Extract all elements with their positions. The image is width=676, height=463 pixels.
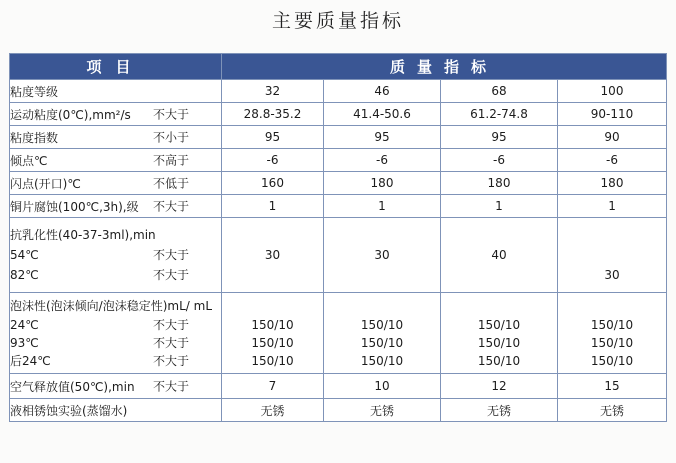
cell: 90: [558, 126, 667, 149]
cell: 1: [222, 195, 324, 218]
condition-text: 不低于: [153, 176, 190, 191]
label-line: [10, 316, 221, 334]
label-line: [10, 296, 221, 316]
cell: 95: [441, 126, 558, 149]
condition-text: 不大于: [153, 336, 190, 350]
row-rust: [10, 399, 667, 422]
value-24: 150/10: [360, 318, 404, 332]
value-54: 30: [374, 248, 390, 262]
row-demulsibility: [10, 218, 667, 293]
condition-text: 不大于: [153, 199, 190, 214]
label-line: [10, 334, 221, 352]
label-line: [10, 265, 221, 285]
label-text: 铜片腐蚀(100℃,3h),级: [10, 199, 139, 214]
sub-label: 后24℃: [10, 354, 51, 368]
cell: 无锈: [222, 399, 324, 422]
quality-spec-table: [9, 53, 667, 422]
value-93: 150/10: [477, 336, 521, 350]
label-text: 倾点℃: [10, 153, 48, 168]
value-24: 150/10: [477, 318, 521, 332]
value-93: 150/10: [590, 336, 634, 350]
row-label: [10, 126, 222, 149]
value-82: 30: [604, 268, 620, 282]
cell: 180: [324, 172, 441, 195]
cell: [441, 218, 558, 293]
sub-label: 24℃: [10, 318, 39, 332]
cell: [324, 293, 441, 374]
label-text: 粘度指数: [10, 130, 59, 145]
condition-text: 不大于: [153, 107, 190, 122]
header-item: 项目: [10, 54, 222, 80]
value-24b: 150/10: [590, 354, 634, 368]
cell: [222, 218, 324, 293]
cell: 180: [558, 172, 667, 195]
row-copper: [10, 195, 667, 218]
condition-text: 不小于: [153, 130, 190, 145]
row-label: [10, 399, 222, 422]
cell: -6: [222, 149, 324, 172]
label-text: 闪点(开口)℃: [10, 176, 81, 191]
cell: 1: [324, 195, 441, 218]
condition-text: 不大于: [153, 318, 190, 332]
row-label: [10, 218, 222, 293]
cell: 68: [441, 80, 558, 103]
label-text: 粘度等级: [10, 84, 59, 99]
row-flash: [10, 172, 667, 195]
condition-text: 不大于: [153, 354, 190, 368]
value-54: [558, 245, 666, 265]
cell: 10: [324, 374, 441, 399]
row-label: [10, 293, 222, 374]
value-82: [324, 265, 440, 285]
cell: 28.8-35.2: [222, 103, 324, 126]
row-label: [10, 172, 222, 195]
header-row: [10, 54, 667, 80]
condition-text: 不大于: [153, 268, 190, 282]
cell: 无锈: [441, 399, 558, 422]
cell: 15: [558, 374, 667, 399]
cell: 无锈: [558, 399, 667, 422]
cell: -6: [558, 149, 667, 172]
condition-text: 不高于: [153, 153, 190, 168]
label-text: 抗乳化性(40-37-3ml),min: [10, 228, 156, 242]
row-pour: [10, 149, 667, 172]
cell: 1: [558, 195, 667, 218]
sub-label: 93℃: [10, 336, 39, 350]
cell: 100: [558, 80, 667, 103]
cell: 41.4-50.6: [324, 103, 441, 126]
cell: 1: [441, 195, 558, 218]
cell: 12: [441, 374, 558, 399]
label-text: 空气释放值(50℃),min: [10, 379, 135, 394]
cell: [324, 218, 441, 293]
value-54: 40: [491, 248, 507, 262]
row-vi: [10, 126, 667, 149]
value-54: 30: [264, 248, 281, 262]
value-24: 150/10: [590, 318, 634, 332]
cell: [222, 293, 324, 374]
row-label: [10, 149, 222, 172]
page-title: 主要质量指标: [271, 10, 404, 32]
cell: 61.2-74.8: [441, 103, 558, 126]
cell: 160: [222, 172, 324, 195]
value-82: [441, 265, 557, 285]
cell: 32: [222, 80, 324, 103]
row-air-release: [10, 374, 667, 399]
condition-text: 不大于: [153, 379, 190, 394]
cell: 180: [441, 172, 558, 195]
row-foam: [10, 293, 667, 374]
label-text: 运动粘度(0℃),mm²/s: [10, 107, 131, 122]
cell: 46: [324, 80, 441, 103]
value-24b: 150/10: [360, 354, 404, 368]
row-label: [10, 195, 222, 218]
condition-text: 不大于: [153, 248, 190, 262]
value-24b: 150/10: [251, 354, 294, 368]
row-label: [10, 80, 222, 103]
row-kinvis: [10, 103, 667, 126]
cell: 7: [222, 374, 324, 399]
sub-label: 82℃: [10, 268, 39, 282]
label-text: 泡沫性(泡沫倾向/泡沫稳定性)mL/ mL: [10, 299, 213, 313]
value-24: 150/10: [251, 318, 294, 332]
row-label: [10, 374, 222, 399]
value-82: [222, 265, 323, 285]
label-line: [10, 225, 221, 245]
row-grade: [10, 80, 667, 103]
row-label: [10, 103, 222, 126]
cell: 90-110: [558, 103, 667, 126]
label-line: [10, 352, 221, 370]
cell: -6: [441, 149, 558, 172]
value-24b: 150/10: [477, 354, 521, 368]
sub-label: 54℃: [10, 248, 39, 262]
cell: 无锈: [324, 399, 441, 422]
cell: 95: [222, 126, 324, 149]
value-93: 150/10: [251, 336, 294, 350]
cell: -6: [324, 149, 441, 172]
label-line: [10, 245, 221, 265]
cell: [558, 218, 667, 293]
cell: [558, 293, 667, 374]
cell: [441, 293, 558, 374]
value-93: 150/10: [360, 336, 404, 350]
header-quality: 质量指标: [222, 54, 667, 80]
label-text: 液相锈蚀实验(蒸馏水): [10, 403, 128, 418]
cell: 95: [324, 126, 441, 149]
